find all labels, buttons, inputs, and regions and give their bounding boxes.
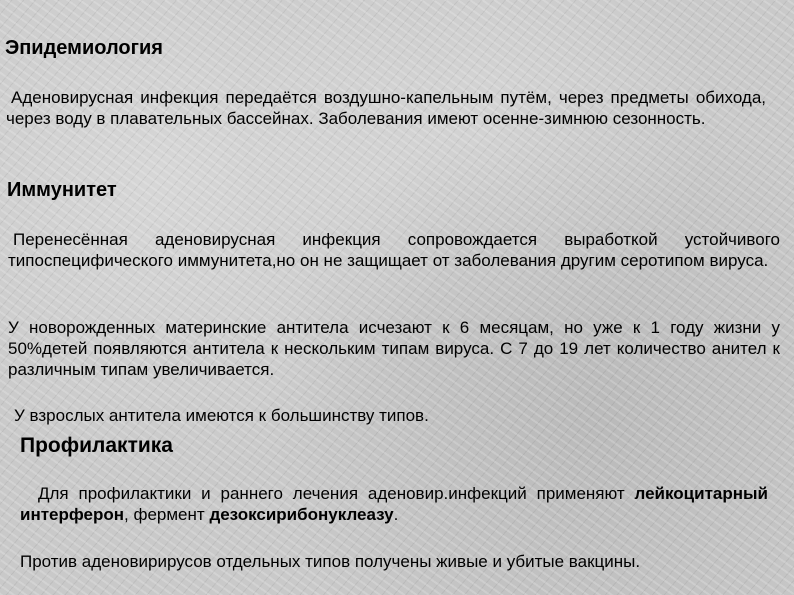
paragraph-immunity-1: Перенесённая аденовирусная инфекция сопровождается выработкой устойчивого типоспецифического иммунитета,но он не защищает от заболевания другим серотипом вируса. — [8, 230, 780, 270]
prophylaxis-text-start: Для профилактики и раннего лечения аденовир.инфекций применяют — [38, 484, 625, 503]
paragraph-prophylaxis-1 — [20, 483, 768, 525]
prophylaxis-text-mid: , фермент — [124, 505, 205, 524]
leukocyte-interferon-term: лейкоцитарный интерферон — [20, 484, 768, 524]
paragraph-epidemiology: Аденовирусная инфекция передаётся воздушно-капельным путём, через предметы обихода, через воду в плавательных бассейнах. Заболевания имеют осенне-зимнюю сезонность. — [6, 88, 766, 128]
paragraph-immunity-3: У взрослых антитела имеются к большинству типов. — [14, 406, 429, 425]
heading-immunity: Иммунитет — [7, 179, 117, 201]
deoxyribonuclease-term: дезоксирибонуклеазу — [209, 505, 394, 524]
paragraph-immunity-2: У новорожденных материнские антитела исчезают к 6 месяцам, но уже к 1 году жизни у 50%детей появляются антитела к нескольким типам вируса. С 7 до 19 лет количество анител к различным типам увеличивается. — [8, 318, 780, 379]
heading-epidemiology: Эпидемиология — [5, 37, 163, 59]
heading-prophylaxis: Профилактика — [20, 434, 173, 457]
prophylaxis-text-end: . — [393, 505, 399, 524]
paragraph-prophylaxis-2: Против аденовирирусов отдельных типов получены живые и убитые вакцины. — [20, 552, 641, 571]
